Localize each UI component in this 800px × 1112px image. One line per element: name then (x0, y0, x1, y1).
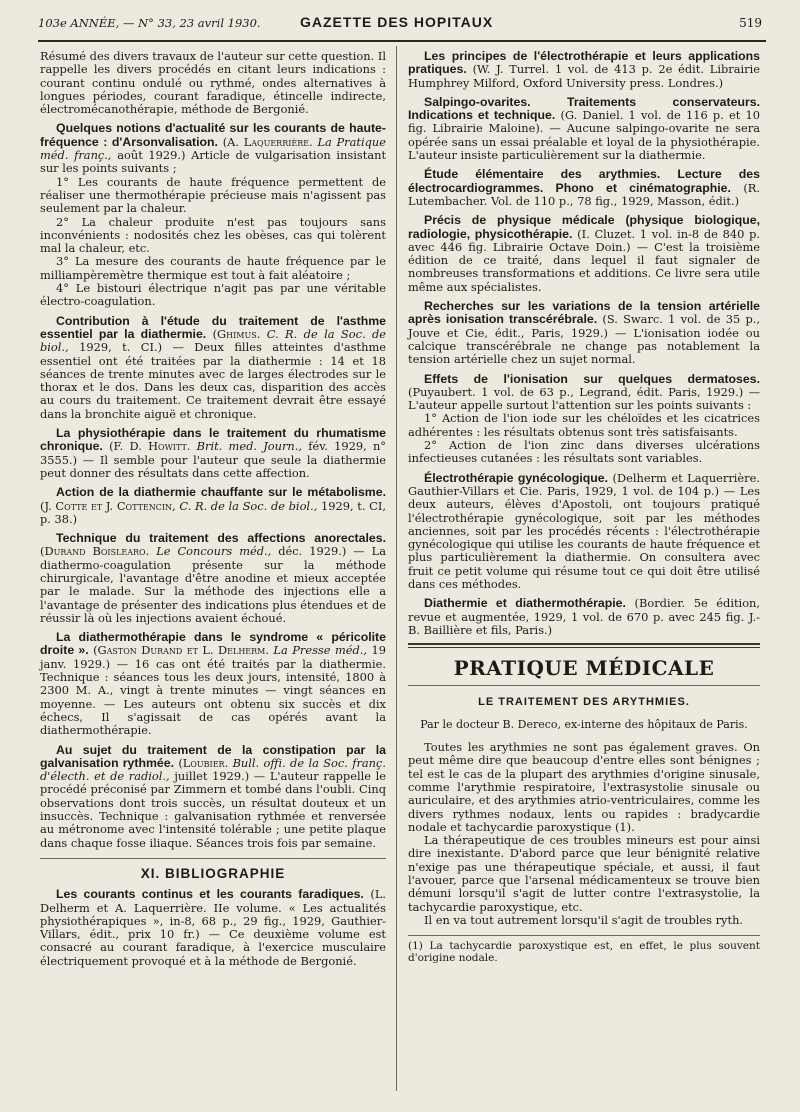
entry-title: Effets de l'ionisation sur quelques dermatoses. (424, 371, 760, 386)
entry-resume (40, 50, 386, 116)
entry-physique-medicale (408, 214, 760, 294)
entry-body: (W. J. Turrel. 1 vol. de 413 p. 2e édit. Librairie Humphrey Milford, Oxford University press. Londres.) (408, 62, 760, 90)
article-paragraph: Il en va tout autrement lorsqu'il s'agit de troubles ryth. (424, 912, 744, 927)
entry-title: Électrothérapie gynécologique. (424, 470, 609, 485)
article-author: Par le docteur B. Dereco, ex-interne des hôpitaux de Paris. (420, 717, 748, 731)
entry-title: Précis de physique médicale (physique biologique, radiologie, physicothérapie. (408, 213, 760, 241)
entry-rhumatisme (40, 427, 386, 480)
entry-title: Recherches sur les variations de la tension artérielle après ionisation transcérébrale. (408, 299, 760, 327)
entry-salpingo-ovarites (408, 96, 760, 162)
footnote-rule (408, 935, 760, 936)
article-paragraph: La thérapeutique de ces troubles mineurs est pour ainsi dire inexistante. D'abord parce que leur bénignité relative n'exige pas une thérapeutique spéciale, et aussi, il faut l'avouer, parce que l'arsenal médicamenteux se trouve bien démuni lorsqu'il s'agit de lutter contre l'extrasystolie, la tachycardie paroxystique, etc. (408, 833, 760, 914)
entry-title: La diathermothérapie dans le syndrome « péricolite droite ». (40, 630, 386, 658)
entry-author: (F. D. Howitt. (109, 439, 191, 454)
list-item: 4° Le bistouri électrique n'agit pas par une véritable électro-coagulation. (40, 281, 386, 309)
entry-body: (Bordier. 5e édition, revue et augmentée, 1929, 1 vol. de 670 p. avec 245 fig. J.-B. Baillière et fils, Paris.) (408, 596, 761, 637)
entry-title: Les principes de l'électrothérapie et leurs applications pratiques. (408, 49, 760, 77)
entry-title: Diathermie et diathermothérapie. (424, 596, 626, 611)
entry-source: La Presse méd., (273, 643, 368, 658)
article-title: LE TRAITEMENT DES ARYTHMIES. (478, 696, 690, 709)
entry-source: Le Concours méd., (156, 544, 272, 559)
entry-author: (J. Cotte et J. Cottencin, (40, 498, 176, 513)
entry-body: (Delherm et Laquerrière. Gauthier-Villars et Cie. Paris, 1929, 1 vol. de 104 p.) — Les deux auteurs, élèves d'Apostoli, ont toujours pratiqué l'électrothérapie gynécologique, soit par les méthodes anciennes, soit par les procédés récents : l'électrothérapie gynécologique qui utilise les courants de haute fréquence et plus particulièrement la diathermie. On consultera avec fruit ce petit volume qui résume tout ce qui doit être utilisé dans ces méthodes. (408, 470, 760, 591)
entry-author: (A. Laquerrière. (222, 134, 313, 149)
entry-body: Résumé des divers travaux de l'auteur sur cette question. Il rappelle les divers procédés en citant leurs indications : courant continu ondulé ou rythmé, ondes alternatives à longues périodes, courant faradique, étincelle indirecte, électromécanothérapie, méthode de Bergonié. (40, 49, 386, 117)
list-item: 3° La mesure des courants de haute fréquence par le milliampèremètre thermique est tout à fait aléatoire ; (40, 254, 386, 282)
entry-gynecologique (408, 472, 760, 592)
entry-dermatoses (408, 373, 760, 466)
entry-body: août 1929.) Article de vulgarisation insistant sur les points suivants ; (40, 148, 387, 176)
entry-author: (Gaston Durand et L. Delherm. (93, 643, 269, 658)
left-column (40, 50, 386, 974)
entry-anorectales (40, 532, 386, 625)
entry-author: (Durand Boislearo. (40, 544, 150, 559)
right-column (408, 50, 760, 975)
entry-metabolisme (40, 486, 386, 526)
section-rule (40, 858, 386, 859)
entry-title: Technique du traitement des affections anorectales. (56, 531, 386, 546)
entry-title: Contribution à l'étude du traitement de l'asthme essentiel par la diathermie. (40, 313, 386, 341)
entry-haute-frequence (40, 122, 386, 308)
entry-body: (S. Swarc. 1 vol. de 35 p., Jouve et Cie, édit., Paris, 1929.) — L'ionisation iodée ou calcique transcérébrale ne change pas notablement la tension artérielle chez un sujet normal. (408, 312, 760, 367)
entry-body: 1929, t. CI.) — Deux filles atteintes d'asthme essentiel ont été traitées par la diathermie : 14 et 18 séances de trente minutes avec de larges électrodes sur le thorax et le dos. Dans les deux cas, disparition des accès au cours du traitement. Ce traitement devrait être essayé dans la bronchite aiguë et chronique. (40, 340, 386, 421)
entry-tension-arterielle (408, 300, 760, 366)
entry-author: (Loubier. (178, 755, 229, 770)
entry-body: (I. Cluzet. 1 vol. in-8 de 840 p. avec 446 fig. Librairie Octave Doin.) — C'est la troisième édition de ce traité, dans lequel il faut signaler de nombreuses transformations et additions. Ce livre sera utile même aux spécialistes. (408, 226, 761, 294)
entry-source: C. R. de la Soc. de biol., (179, 498, 318, 513)
section-heading-bibliographie: XI. BIBLIOGRAPHIE (140, 865, 286, 881)
entry-title: Salpingo-ovarites. Traitements conservateurs. Indications et technique. (408, 94, 760, 123)
list-item: 1° Action de l'ion iode sur les chéloïdes et les cicatrices adhérentes : les résultats obtenus sont très satisfaisants. (408, 411, 760, 439)
entry-title: La physiothérapie dans le traitement du rhumatisme chronique. (40, 426, 386, 454)
entry-author: (Ghimus. (212, 326, 261, 341)
header-issue: 103e ANNÉE, — N° 33, 23 avril 1930. (38, 16, 261, 30)
article-paragraph: Toutes les arythmies ne sont pas également graves. On peut même dire que beaucoup d'entre elles sont bénignes ; tel est le cas de la plupart des arythmies d'origine sinusale, comme l'arythmie respiratoire, l'extrasystolie sinusale ou auriculaire, et des arythmies atrio-ventriculaires, comme les divers rythmes nodaux, lents ou rapides : bradycardie nodale et tachycardie paroxystique (1). (408, 740, 760, 834)
header-rule (38, 40, 766, 42)
header-title: GAZETTE DES HOPITAUX (300, 14, 494, 30)
entry-diathermie (408, 597, 760, 637)
entry-body: déc. 1929.) — La diathermo-coagulation présente sur la méthode chirurgicale, l'avantage d'être anodine et mieux acceptée par le malade. Sur la méthode des injections elle a l'avantage de présenter des indications plus étendues et de réussir là où les injections avaient échoué. (40, 544, 386, 625)
entry-asthme (40, 315, 386, 421)
page-header (38, 12, 762, 38)
entry-constipation (40, 744, 386, 850)
entry-body: juillet 1929.) — L'auteur rappelle le procédé préconisé par Zimmern et tombé dans l'oubli. Cinq observations dont trois succès, un résultat douteux et un insuccès. Technique : galvanisation rythmée et renversée au métronome avec l'intensité tolérable ; une petite plaque dans chaque fosse iliaque. Séances trois fois par semaine. (40, 769, 387, 850)
entry-body: 1929, t. CI, p. 38.) (40, 498, 386, 526)
entry-body: (L. Delherm et A. Laquerrière. IIe volume. « Les actualités physiothérapiques », in-8, 68 p., 29 fig., 1929, Gauthier-Villars, édit., prix 10 fr.) — Ce deuxième volume est consacré au courant faradique, à l'exercice musculaire électriquement provoqué et à la méthode de Bergonié. (40, 887, 387, 968)
entry-source: La Pratique méd. franç., (40, 134, 386, 163)
entry-body: (R. Lutembacher. Vol. de 110 p., 78 fig., 1929, Masson, édit.) (408, 180, 760, 208)
list-item: 2° La chaleur produite n'est pas toujours sans inconvénients : nodosités chez les obèses, cas qui tolèrent mal la chaleur, etc. (40, 214, 386, 256)
list-item: 1° Les courants de haute fréquence permettent de réaliser une thermothérapie précieuse mais n'agissent pas seulement par la chaleur. (40, 174, 386, 216)
list-item: 2° Action de l'ion zinc dans diverses ulcérations infectieuses cutanées : les résultats sont variables. (408, 438, 760, 466)
entry-arythmies-etude (408, 168, 760, 208)
entry-source: C. R. de la Soc. de biol., (40, 326, 386, 355)
footnote: (1) La tachycardie paroxystique est, en effet, le plus souvent d'origine nodale. (408, 940, 760, 965)
entry-source: Brit. med. Journ., (196, 439, 302, 454)
entry-courants-faradiques (40, 888, 386, 968)
entry-body: (G. Daniel. 1 vol. de 116 p. et 10 fig. Librairie Maloine). — Aucune salpingo-ovarite ne sera opérée sans un essai préalable et loyal de la physiothérapie. L'auteur insiste particulièrement sur la diathermie. (408, 108, 761, 163)
entry-body: fév. 1929, n° 3555.) — Il semble pour l'auteur que seule la diathermie peut donner des résultats dans cette affection. (40, 439, 386, 480)
entry-title: Action de la diathermie chauffante sur le métabolisme. (56, 485, 386, 500)
section-rule (408, 643, 760, 648)
column-divider (396, 46, 397, 1091)
entry-title: Quelques notions d'actualité sur les courants de haute-fréquence : d'Arsonvalisation. (40, 121, 386, 149)
entry-pericolite (40, 631, 386, 737)
entry-source: Bull. offi. de la Soc. franç. d'électh. et de radiol., (40, 755, 387, 784)
header-page-number: 519 (739, 16, 762, 30)
entry-title: Les courants continus et les courants faradiques. (56, 887, 364, 902)
entry-electrotherapie-principes (408, 50, 760, 90)
entry-title: Étude élémentaire des arythmies. Lecture des électrocardiogrammes. Phono et cinématographie. (408, 167, 760, 195)
section-heading-pratique-medicale: PRATIQUE MÉDICALE (453, 656, 715, 681)
entry-title: Au sujet du traitement de la constipation par la galvanisation rythmée. (40, 742, 386, 770)
entry-body: (Puyaubert. 1 vol. de 63 p., Legrand, édit. Paris, 1929.) — L'auteur appelle surtout l'attention sur les points suivants : (408, 384, 760, 413)
entry-body: 19 janv. 1929.) — 16 cas ont été traités par la diathermie. Technique : séances tous les deux jours, intensité, 1800 à 2300 M. A., vingt à trente minutes — vingt séances en moyenne. — Les auteurs ont obtenu six succès et dix échecs, Il s'agissait de cas opérés avant la diathermothérapie. (40, 643, 386, 738)
section-rule (408, 685, 760, 686)
